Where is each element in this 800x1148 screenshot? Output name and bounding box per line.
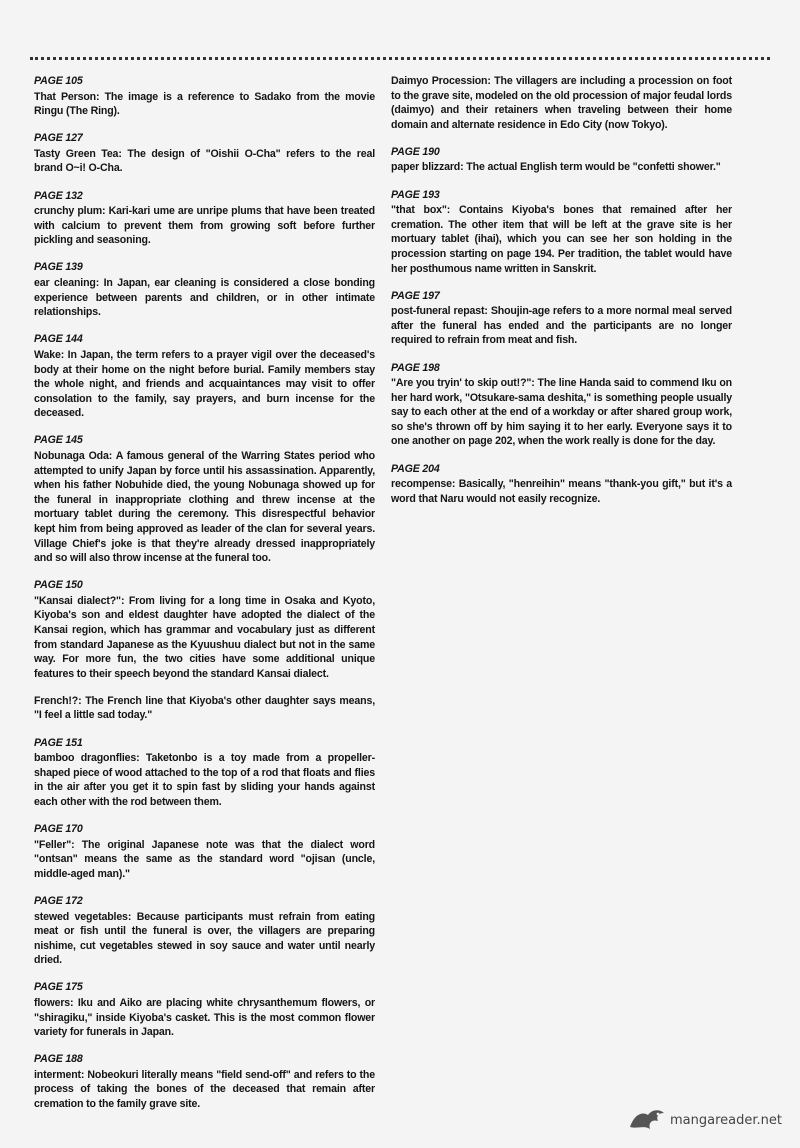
note-entry xyxy=(391,361,732,450)
note-body: : Taketonbo is a toy made from a propeller-shaped piece of wood attached to the top of a rod that floats and flies in the air after you get it to spin fast by sliding your hands against each other with the rod between them. xyxy=(34,752,375,808)
note-term: bamboo dragonflies xyxy=(34,752,137,765)
note-body: : The French line that Kiyoba's other daughter says means, "I feel a little sad today." xyxy=(34,694,375,722)
note-body: : In Japan, the term refers to a prayer vigil over the deceased's body at their home on the night before burial. Family members stay the whole night, and friends and acquaintances may visit to offer consolation to the family, say prayers, and burn incense for the deceased. xyxy=(34,348,375,420)
note-text xyxy=(391,304,732,348)
page-number: PAGE 139 xyxy=(34,261,83,274)
note-text xyxy=(34,751,375,809)
note-term: crunchy plum xyxy=(34,205,103,218)
note-term: flowers xyxy=(34,996,71,1009)
note-body: : The design of "Oishii O-Cha" refers to the real brand O~i! O-Cha. xyxy=(34,147,376,175)
note-text xyxy=(34,594,375,682)
page-number: PAGE 175 xyxy=(34,981,83,994)
note-body: : Iku and Aiko are placing white chrysanthemum flowers, or "shiragiku," inside Kiyoba's casket. This is the most common flower variety for funerals in Japan. xyxy=(34,996,375,1039)
note-text xyxy=(34,449,375,566)
note-term: That Person xyxy=(34,90,96,103)
page-number: PAGE 193 xyxy=(391,188,440,201)
note-entry xyxy=(391,74,732,132)
note-body: : The actual English term would be "confetti shower." xyxy=(460,161,721,174)
note-entry xyxy=(391,462,732,507)
page-number: PAGE 145 xyxy=(34,434,83,447)
note-term: ear cleaning xyxy=(34,277,96,290)
note-term: "Are you tryin' to skip out!?" xyxy=(391,377,532,390)
note-term: "Feller" xyxy=(34,838,72,851)
note-entry xyxy=(34,822,375,881)
note-term: recompense xyxy=(391,478,452,491)
note-text xyxy=(391,376,732,449)
note-text xyxy=(391,160,732,175)
note-entry xyxy=(34,131,375,176)
watermark-text: mangareader.net xyxy=(670,1113,782,1128)
note-entry xyxy=(391,145,732,175)
note-term: stewed vegetables xyxy=(34,910,128,923)
note-body: : The line Handa said to commend Iku on her hard work, "Otsukare-sama deshita," is something people usually say to each other at the end of a workday or after shared group work, so she's thrown off by him saying it to her early. Everyone says it to one another on page 202, when the work really is done for the day. xyxy=(391,377,732,448)
note-term: French!? xyxy=(34,694,79,707)
note-text xyxy=(34,204,375,248)
page-number: PAGE 197 xyxy=(391,289,440,302)
page-number: PAGE 150 xyxy=(34,579,83,592)
page-number: PAGE 127 xyxy=(34,132,83,145)
note-body: : Because participants must refrain from eating meat or fish until the funeral is over, the villagers are preparing nishime, cut vegetables stewed in soy sauce and water until nearly dried. xyxy=(34,910,375,967)
notes-column-left xyxy=(34,74,375,1124)
note-body: : Kari-kari ume are unripe plums that have been treated with calcium to prevent them from growing soft before further pickling and seasoning. xyxy=(34,205,375,247)
note-entry xyxy=(391,289,732,348)
note-body: : A famous general of the Warring States period who attempted to unify Japan by force until his assassination. Apparently, when his father Nobuhide died, the young Nobunaga showed up for the funeral in inappropriate clothing and threw incense at the mortuary tablet during the ceremony. This disrespectful behavior kept him from being approved as leader of the clan for several years. Village Chief's joke is that they're already dressed inappropriately and so will also throw incense at the funeral too. xyxy=(34,449,375,565)
page-number: PAGE 204 xyxy=(391,462,440,475)
note-term: Nobunaga Oda xyxy=(34,449,109,462)
note-body: : Nobeokuri literally means "field send-off" and refers to the process of taking the bones of the deceased that remain after cremation to the family grave site. xyxy=(34,1068,375,1111)
note-body: : The image is a reference to Sadako from the movie Ringu (The Ring). xyxy=(34,90,375,118)
note-entry xyxy=(34,260,375,319)
note-text xyxy=(34,147,375,176)
note-entry xyxy=(391,188,732,277)
note-term: "that box" xyxy=(391,204,447,217)
note-text xyxy=(391,203,732,276)
page-number: PAGE 144 xyxy=(34,333,83,346)
page-number: PAGE 170 xyxy=(34,823,83,836)
note-term: Wake xyxy=(34,348,61,361)
notes-column-right xyxy=(391,74,732,519)
page-number: PAGE 190 xyxy=(391,145,440,158)
dotted-divider xyxy=(30,57,770,60)
page-number: PAGE 105 xyxy=(34,75,83,87)
note-text xyxy=(34,838,375,882)
page-number: PAGE 151 xyxy=(34,736,83,749)
note-body: : The villagers are including a procession on foot to the grave site, modeled on the old procession of major feudal lords (daimyo) and their retainers when traveling between their home domain and alternate residence in Edo City (now Tokyo). xyxy=(391,75,732,131)
note-term: paper blizzard xyxy=(391,161,461,174)
note-term: post-funeral repast: xyxy=(391,305,488,318)
note-term: Daimyo Procession xyxy=(391,75,488,87)
note-entry xyxy=(34,74,375,119)
note-term: Tasty Green Tea xyxy=(34,147,119,160)
note-body: : Contains Kiyoba's bones that remained after her cremation. The other item that will be left at the grave site is her mortuary tablet (ihai), which you can see her son holding in the procession starting on page 194. Per tradition, the tablet would have her posthumous name written in Sanskrit. xyxy=(391,204,732,275)
note-body: : The original Japanese note was that the dialect word "ontsan" means the same as the standard word "ojisan (uncle, middle-aged man)." xyxy=(34,838,375,880)
note-entry xyxy=(34,894,375,968)
note-text xyxy=(34,694,375,723)
page-number: PAGE 132 xyxy=(34,189,83,202)
note-body: Shoujin-age refers to a more normal meal served after the funeral has ended and the participants are no longer required to refrain from meat and fish. xyxy=(391,305,732,347)
note-body: : Basically, "henreihin" means "thank-you gift," but it's a word that Naru would not easily recognize. xyxy=(391,478,732,505)
page-number: PAGE 172 xyxy=(34,894,83,907)
note-text xyxy=(391,74,732,132)
note-term: "Kansai dialect?" xyxy=(34,594,121,607)
dragon-logo-icon xyxy=(628,1105,666,1136)
note-entry xyxy=(34,694,375,723)
note-text xyxy=(34,90,375,119)
note-entry xyxy=(34,332,375,421)
note-term: interment xyxy=(34,1068,81,1081)
note-text xyxy=(391,477,732,506)
note-entry xyxy=(34,433,375,565)
page-number: PAGE 198 xyxy=(391,361,440,374)
note-text xyxy=(34,276,375,320)
note-entry xyxy=(34,980,375,1039)
note-body: : In Japan, ear cleaning is considered a close bonding experience between parents and children, or in other intimate relationships. xyxy=(34,277,375,319)
note-body: : From living for a long time in Osaka and Kyoto, Kiyoba's son and eldest daughter have adopted the dialect of the Kansai region, which has grammar and vocabulary just as different from standard Japanese as the Kyuushuu dialect but not in the same way. For more fun, the two cities have some additional unique features to their speech beyond the standard Kansai dialect. xyxy=(34,594,375,680)
note-entry xyxy=(34,578,375,681)
note-entry xyxy=(34,189,375,248)
note-text xyxy=(34,996,375,1040)
watermark xyxy=(628,1105,782,1136)
note-text xyxy=(34,348,375,421)
page-number: PAGE 188 xyxy=(34,1053,83,1066)
note-text xyxy=(34,910,375,968)
note-text xyxy=(34,1068,375,1112)
note-entry xyxy=(34,736,375,810)
note-entry xyxy=(34,1052,375,1111)
